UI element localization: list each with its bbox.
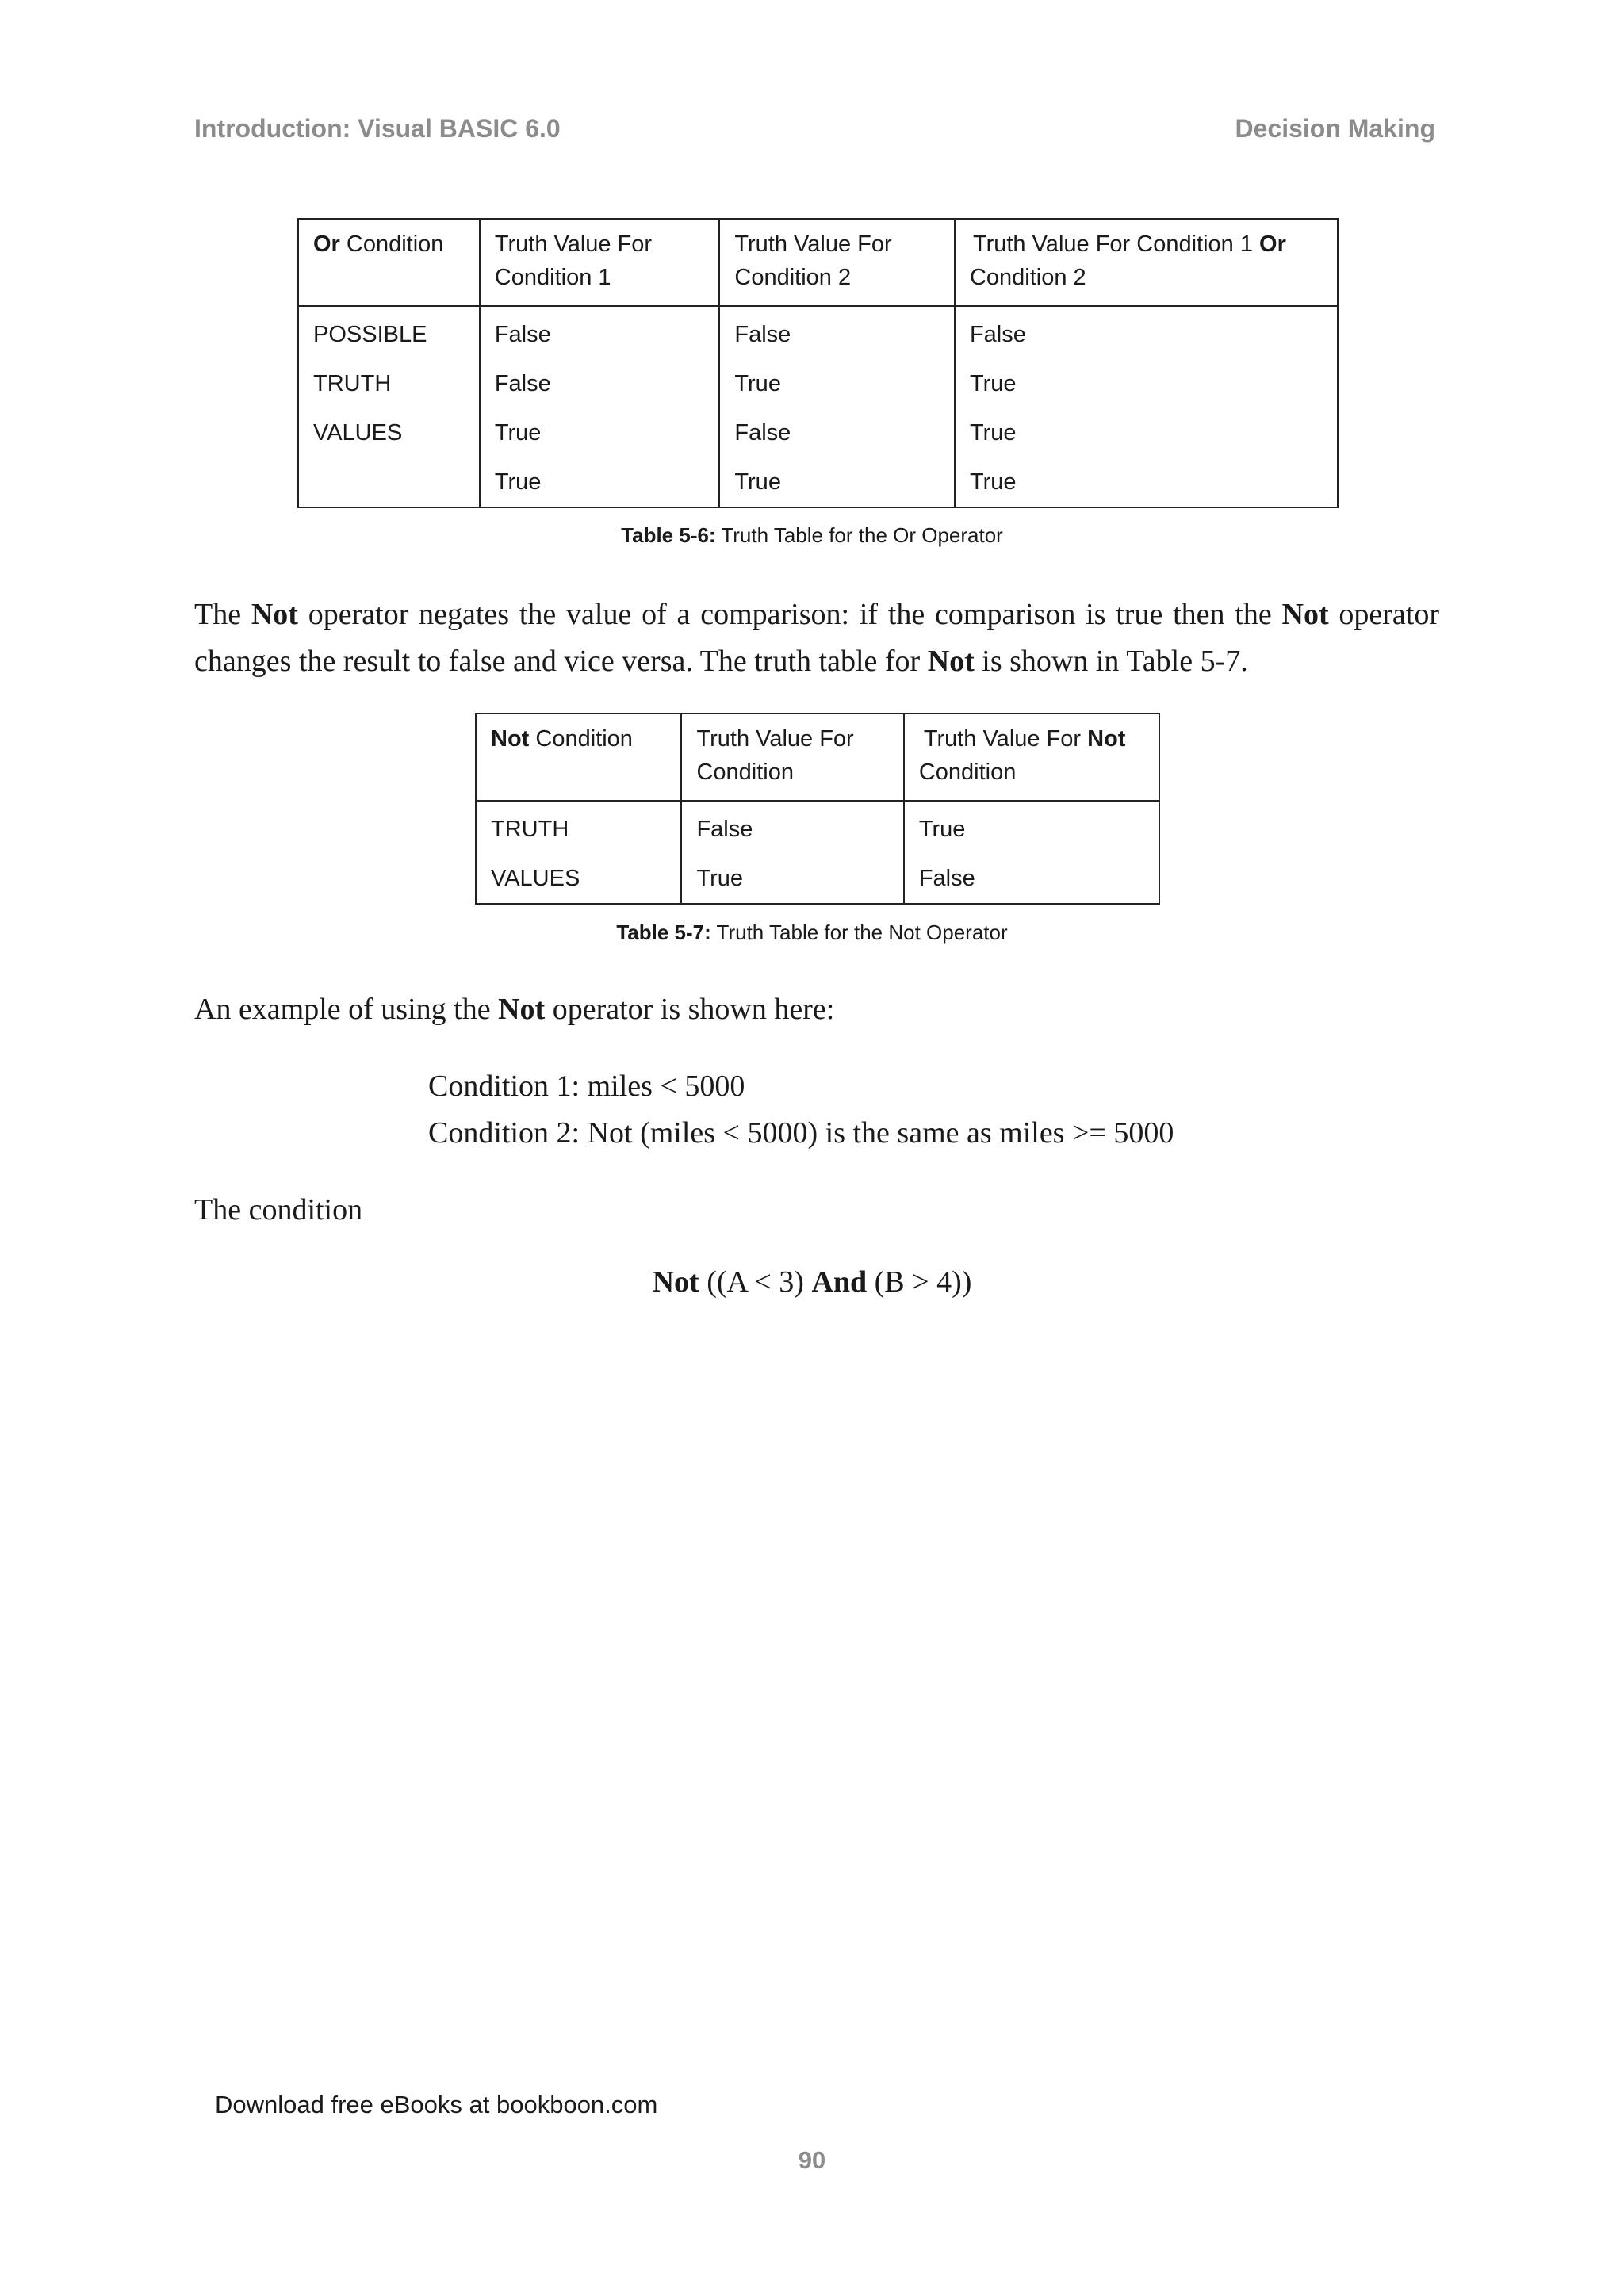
table-cell: False (955, 306, 1338, 359)
table-cell: True (719, 457, 955, 507)
table-row (298, 306, 1338, 359)
table-caption-5-7: Table 5-7: Truth Table for the Not Operator (616, 920, 1008, 944)
table-row (298, 457, 1338, 507)
body-paragraph-example: An example of using the Not operator is shown here: (194, 993, 835, 1026)
table-cell: False (681, 801, 903, 854)
table-cell: True (955, 359, 1338, 408)
column-header: Or Condition (298, 219, 480, 306)
body-paragraph-condition: The condition (194, 1193, 363, 1226)
example-condition-2: Condition 2: Not (miles < 5000) is the same as miles >= 5000 (428, 1116, 1174, 1150)
column-header: Not Condition (476, 714, 681, 801)
table-cell: True (719, 359, 955, 408)
table-cell (298, 457, 480, 507)
column-header: Truth Value For Not Condition (904, 714, 1159, 801)
table-cell: False (480, 359, 720, 408)
boolean-expression: Not ((A < 3) And (B > 4)) (652, 1265, 972, 1299)
table-caption-5-6: Table 5-6: Truth Table for the Or Operator (621, 523, 1003, 547)
table-row (298, 359, 1338, 408)
table-cell: True (480, 457, 720, 507)
column-header: Truth Value For Condition 2 (719, 219, 955, 306)
table-cell: True (681, 854, 903, 904)
table-cell: TRUTH (298, 359, 480, 408)
table-row (298, 408, 1338, 457)
table-cell: True (480, 408, 720, 457)
table-header-row (298, 219, 1338, 306)
table-cell: False (904, 854, 1159, 904)
column-header: Truth Value For Condition (681, 714, 903, 801)
table-row (476, 854, 1159, 904)
or-truth-table (297, 218, 1339, 508)
table-header-row (476, 714, 1159, 801)
page-number: 90 (798, 2146, 826, 2174)
table-cell: VALUES (298, 408, 480, 457)
running-header-left: Introduction: Visual BASIC 6.0 (194, 114, 561, 143)
column-header: Truth Value For Condition 1 Or Condition 2 (955, 219, 1338, 306)
running-header-right: Decision Making (1235, 114, 1435, 143)
body-paragraph-not-operator: The Not operator negates the value of a comparison: if the comparison is true then the Not operator changes the result to false and vice versa. The truth table for Not is shown in Table 5-7. (194, 598, 1439, 678)
column-header: Truth Value For Condition 1 (480, 219, 720, 306)
download-ebooks-link[interactable]: Download free eBooks at bookboon.com (215, 2091, 658, 2118)
table-cell: True (955, 408, 1338, 457)
table-row (476, 801, 1159, 854)
example-condition-1: Condition 1: miles < 5000 (428, 1070, 745, 1103)
table-cell: True (904, 801, 1159, 854)
table-cell: POSSIBLE (298, 306, 480, 359)
table-cell: VALUES (476, 854, 681, 904)
not-truth-table (475, 713, 1160, 905)
table-cell: False (719, 306, 955, 359)
table-cell: False (480, 306, 720, 359)
table-cell: TRUTH (476, 801, 681, 854)
table-cell: False (719, 408, 955, 457)
table-cell: True (955, 457, 1338, 507)
